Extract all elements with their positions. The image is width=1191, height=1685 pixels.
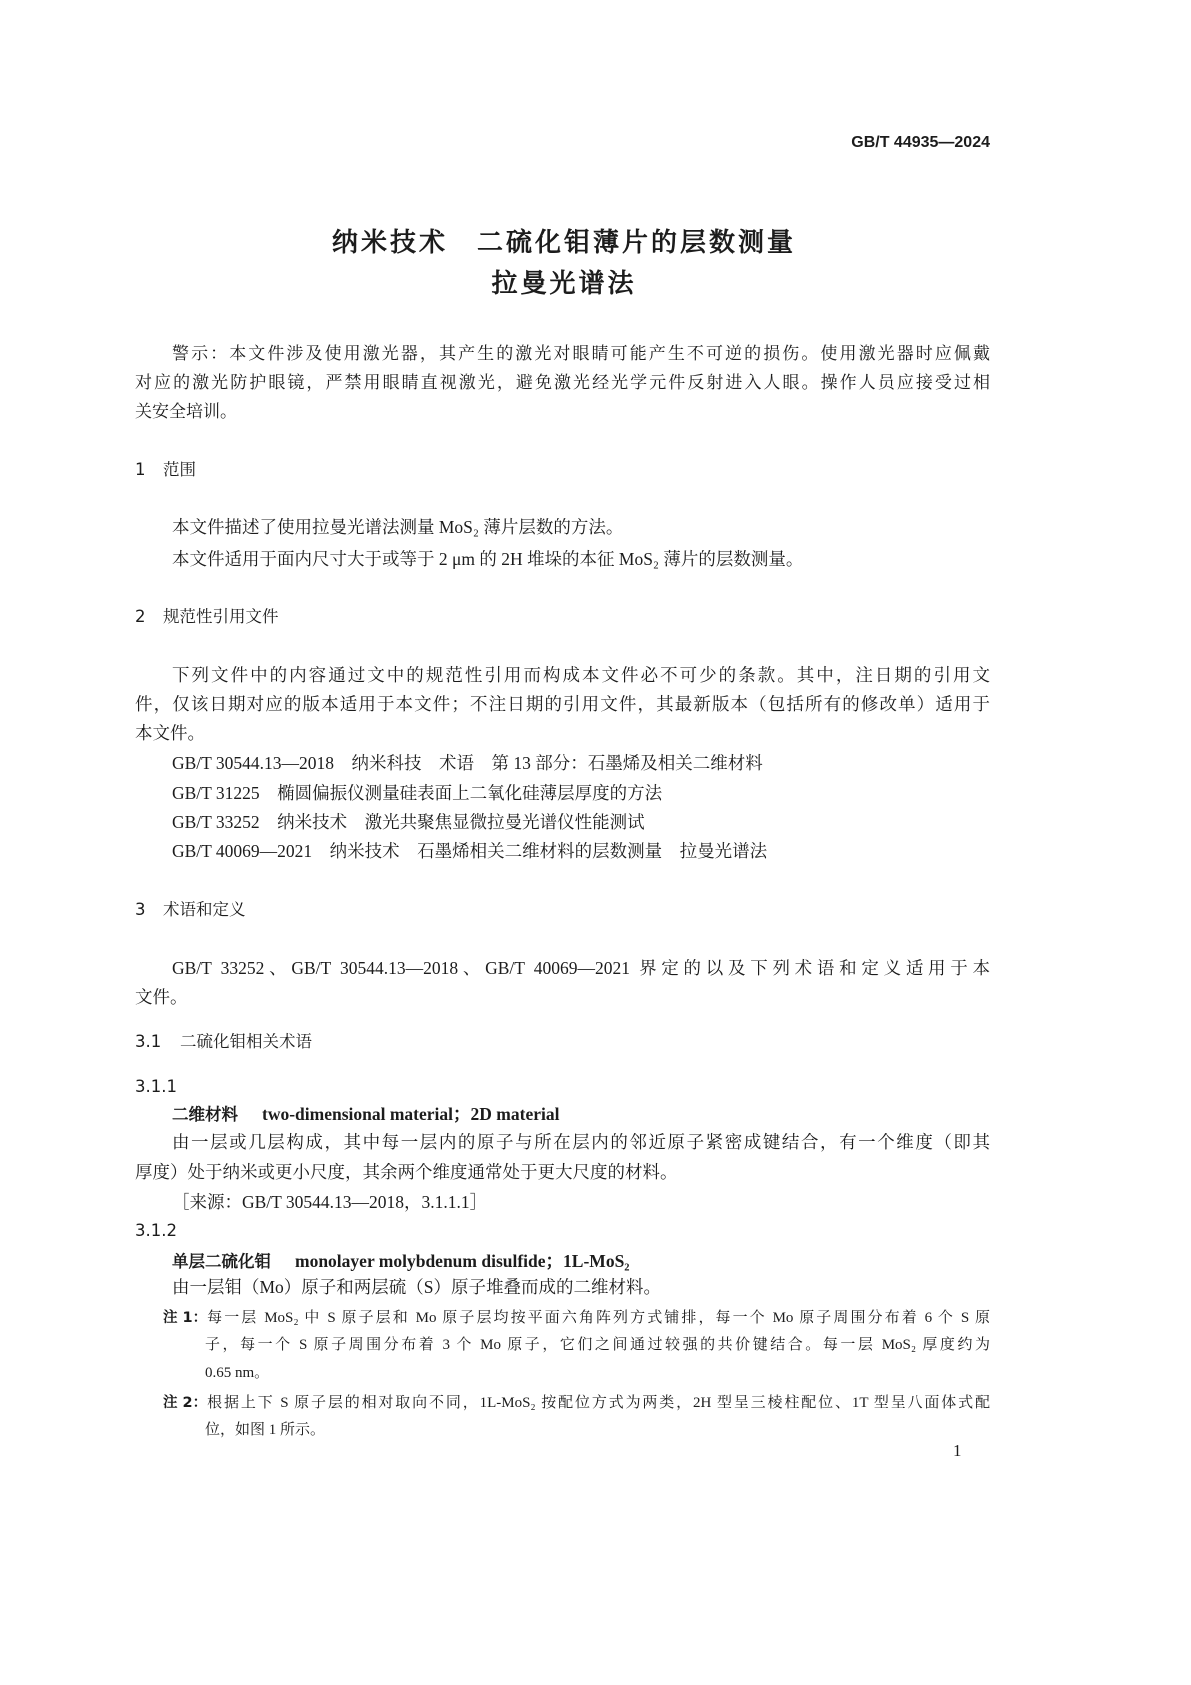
warning-line: 关安全培训。: [135, 402, 237, 422]
note-line: 子，每一个 S 原子周围分布着 3 个 Mo 原子，它们之间通过较强的共价键结合。每一层 MoS₂ 厚度约为: [205, 1337, 990, 1353]
subsection-heading: 二硫化钼相关术语: [180, 1032, 312, 1051]
term-number: 3.1.1: [135, 1077, 177, 1096]
document-title-line-1: 纳米技术 二硫化钼薄片的层数测量: [331, 228, 796, 258]
term-line: [172, 1100, 990, 1128]
section-heading: 范围: [163, 460, 196, 479]
paragraph: 本文件描述了使用拉曼光谱法测量 MoS₂ 薄片层数的方法。: [172, 517, 624, 537]
term-source: ［来源：GB/T 30544.13—2018，3.1.1.1］: [172, 1192, 488, 1212]
paragraph-line: 件，仅该日期对应的版本适用于本文件；不注日期的引用文件，其最新版本（包括所有的修改单）适用于: [135, 694, 990, 714]
subsection-number: 3.1: [135, 1032, 162, 1051]
definition-line: 由一层或几层构成，其中每一层内的原子与所在层内的邻近原子紧密成键结合，有一个维度（即其: [172, 1132, 990, 1152]
reference-item: GB/T 40069—2021 纳米技术 石墨烯相关二维材料的层数测量 拉曼光谱法: [172, 841, 768, 861]
warning-line: 对应的激光防护眼镜，严禁用眼睛直视激光，避免激光经光学元件反射进入人眼。操作人员应接受过相: [135, 373, 990, 393]
term-line: [172, 1247, 990, 1275]
standard-code-header: GB/T 44935—2024: [851, 134, 990, 151]
definition-line: 由一层钼（Mo）原子和两层硫（S）原子堆叠而成的二维材料。: [172, 1277, 662, 1297]
section-heading: 术语和定义: [163, 900, 246, 919]
paragraph-line: 本文件。: [135, 723, 205, 743]
term-chinese: 单层二硫化钼: [172, 1252, 271, 1271]
note-line: [163, 1305, 990, 1331]
note-line: 位，如图 1 所示。: [205, 1422, 326, 1438]
warning-line: 警示：本文件涉及使用激光器，其产生的激光对眼睛可能产生不可逆的损伤。使用激光器时应佩戴: [172, 344, 990, 364]
term-english: two-dimensional material；2D material: [262, 1104, 560, 1124]
section-heading: 规范性引用文件: [163, 607, 279, 626]
reference-item: GB/T 31225 椭圆偏振仪测量硅表面上二氧化硅薄层厚度的方法: [172, 783, 663, 803]
definition-line: 厚度）处于纳米或更小尺度，其余两个维度通常处于更大尺度的材料。: [135, 1162, 678, 1182]
note-label: 注 2：: [163, 1395, 208, 1411]
paragraph-line: GB/T 33252、GB/T 30544.13—2018、GB/T 40069—2021 界定的以及下列术语和定义适用于本: [172, 958, 990, 978]
paragraph-line: 下列文件中的内容通过文中的规范性引用而构成本文件必不可少的条款。其中，注日期的引用文: [172, 665, 990, 685]
note-text: 根据上下 S 原子层的相对取向不同，1L-MoS₂ 按配位方式为两类，2H 型呈三棱柱配位、1T 型呈八面体式配: [207, 1395, 990, 1411]
term-chinese: 二维材料: [172, 1105, 238, 1124]
note-line: 0.65 nm。: [205, 1365, 270, 1381]
note-label: 注 1：: [163, 1310, 208, 1326]
paragraph: 本文件适用于面内尺寸大于或等于 2 μm 的 2H 堆垛的本征 MoS₂ 薄片的层数测量。: [172, 549, 804, 569]
section-number: 1: [135, 460, 146, 479]
document-title-line-2: 拉曼光谱法: [491, 269, 637, 299]
reference-item: GB/T 30544.13—2018 纳米科技 术语 第 13 部分：石墨烯及相关二维材料: [172, 753, 763, 773]
term-english: monolayer molybdenum disulfide；1L-MoS₂: [295, 1251, 630, 1271]
section-number: 2: [135, 607, 146, 626]
section-number: 3: [135, 900, 146, 919]
note-line: [163, 1390, 990, 1416]
note-text: 每一层 MoS₂ 中 S 原子层和 Mo 原子层均按平面六角阵列方式铺排，每一个 Mo 原子周围分布着 6 个 S 原: [207, 1310, 990, 1326]
paragraph-line: 文件。: [135, 987, 188, 1007]
reference-item: GB/T 33252 纳米技术 激光共聚焦显微拉曼光谱仪性能测试: [172, 812, 645, 832]
term-number: 3.1.2: [135, 1221, 177, 1240]
page-number: 1: [953, 1441, 962, 1460]
